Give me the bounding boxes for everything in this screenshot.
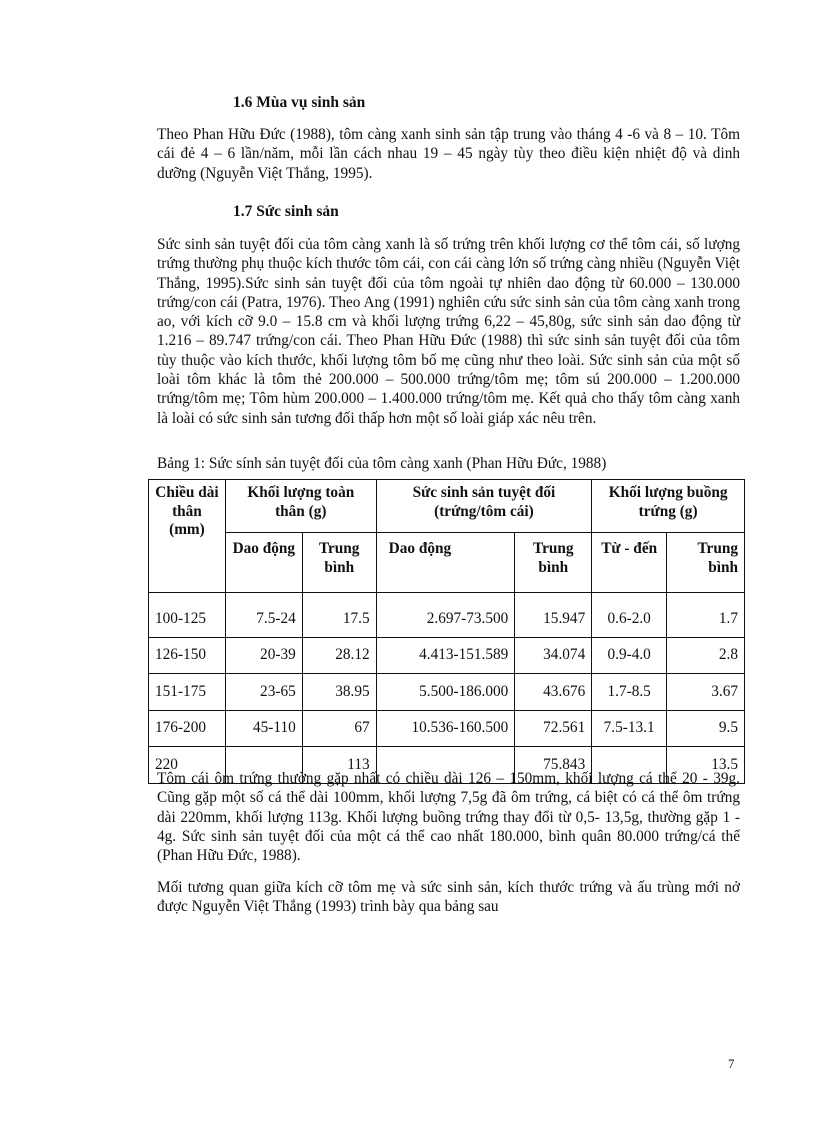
- table-header-row: [149, 480, 745, 533]
- subheader-ovary-mean: Trung bình: [667, 533, 745, 593]
- cell-ovary-mean: 2.8: [667, 637, 745, 674]
- cell-weight-range: 7.5-24: [225, 593, 302, 638]
- cell-fecundity-mean: 34.074: [515, 637, 592, 674]
- cell-fecundity-range: 4.413-151.589: [376, 637, 515, 674]
- cell-length: 176-200: [149, 710, 226, 747]
- cell-weight-mean: 28.12: [302, 637, 376, 674]
- subheader-weight-range: Dao động: [225, 533, 302, 593]
- cell-ovary-mean: 3.67: [667, 674, 745, 711]
- fecundity-table: [148, 479, 745, 784]
- subheader-ovary-from-to: Từ - đến: [592, 533, 667, 593]
- table-row: [149, 674, 745, 711]
- cell-ovary-mean: 9.5: [667, 710, 745, 747]
- cell-fecundity-range: 10.536-160.500: [376, 710, 515, 747]
- cell-length: 100-125: [149, 593, 226, 638]
- section-heading-1-7: 1.7 Sức sinh sản: [233, 203, 339, 220]
- section-heading-1-6: 1.6 Mùa vụ sinh sản: [233, 94, 366, 111]
- table-caption: Bảng 1: Sức sính sản tuyệt đối của tôm càng xanh (Phan Hữu Đức, 1988): [157, 455, 607, 472]
- cell-fecundity-mean: 15.947: [515, 593, 592, 638]
- header-body-weight: Khối lượng toàn thân (g): [225, 480, 376, 533]
- paragraph-breeding-season: Theo Phan Hữu Đức (1988), tôm càng xanh sinh sản tập trung vào tháng 4 -6 và 8 – 10. Tôm cái đẻ 4 – 6 lần/năm, mỗi lần cách nhau 19 – 45 ngày tùy theo điều kiện nhiệt độ và dinh dưỡng (Nguyễn Việt Thắng, 1995).: [157, 126, 740, 182]
- subheader-fecundity-mean: Trung bình: [515, 533, 592, 593]
- cell-fecundity-range: 2.697-73.500: [376, 593, 515, 638]
- table-row: [149, 637, 745, 674]
- cell-weight-range: 23-65: [225, 674, 302, 711]
- cell-ovary-range: 0.9-4.0: [592, 637, 667, 674]
- cell-length: 151-175: [149, 674, 226, 711]
- cell-weight-mean: 67: [302, 710, 376, 747]
- cell-weight-range: 20-39: [225, 637, 302, 674]
- subheader-fecundity-range: Dao động: [376, 533, 515, 593]
- cell-length: 220: [149, 747, 226, 784]
- paragraph-after-table: Tôm cái ôm trứng thường gặp nhất có chiều dài 126 – 150mm, khối lượng cá thể 20 - 39g. Cũng gặp một số cá thể dài 100mm, khối lượng 7,5g đã ôm trứng, cá biệt có cá thể ôm trứng dài 220mm, khối lượng 113g. Khối lượng buồng trứng thay đổi từ 0,5- 13,5g, thường gặp 1 - 4g. Sức sinh sản tuyệt đối của một cá thể cao nhất 180.000, bình quân 80.000 trứng/cá thể (Phan Hữu Đức, 1988).: [157, 770, 740, 865]
- cell-fecundity-mean: 72.561: [515, 710, 592, 747]
- cell-ovary-range: 1.7-8.5: [592, 674, 667, 711]
- cell-ovary-range: 7.5-13.1: [592, 710, 667, 747]
- cell-fecundity-range: 5.500-186.000: [376, 674, 515, 711]
- cell-ovary-mean: 1.7: [667, 593, 745, 638]
- subheader-weight-mean: Trung bình: [302, 533, 376, 593]
- table-subheader-row: [149, 533, 745, 593]
- cell-ovary-range: 0.6-2.0: [592, 593, 667, 638]
- page-number: 7: [728, 1056, 735, 1071]
- header-body-length: Chiều dài thân (mm): [149, 480, 226, 593]
- cell-fecundity-mean: 43.676: [515, 674, 592, 711]
- table-row: [149, 593, 745, 638]
- header-ovary-weight: Khối lượng buồng trứng (g): [592, 480, 745, 533]
- cell-weight-mean: 17.5: [302, 593, 376, 638]
- table-row: [149, 710, 745, 747]
- cell-length: 126-150: [149, 637, 226, 674]
- cell-fecundity-mean: 75.843: [515, 747, 592, 784]
- header-fecundity: Sức sinh sản tuyệt đối (trứng/tôm cái): [376, 480, 592, 533]
- cell-ovary-mean: 13.5: [667, 747, 745, 784]
- cell-weight-mean: 38.95: [302, 674, 376, 711]
- cell-weight-mean: 113: [302, 747, 376, 784]
- paragraph-closing: Mối tương quan giữa kích cỡ tôm mẹ và sức sinh sản, kích thước trứng và ấu trùng mới nở được Nguyễn Việt Thắng (1993) trình bày qua bảng sau: [157, 879, 740, 916]
- cell-weight-range: 45-110: [225, 710, 302, 747]
- paragraph-fecundity: Sức sinh sản tuyệt đối của tôm càng xanh là số trứng trên khối lượng cơ thể tôm cái, số lượng trứng thường phụ thuộc kích thước tôm cái, con cái càng lớn số trứng càng nhiều (Nguyễn Việt Thắng, 1995).Sức sinh sản tuyệt đối của tôm ngoài tự nhiên dao động từ 60.000 – 130.000 trứng/con cái (Patra, 1976). Theo Ang (1991) nghiên cứu sức sinh sản của tôm càng xanh trong ao, với kích cỡ 9.0 – 15.8 cm và khối lượng trứng 6,22 – 45,80g, sức sinh sản dao động từ 1.216 – 89.747 trứng/con cái. Theo Phan Hữu Đức (1988) thì sức sinh sản tuyệt đối của tôm tùy thuộc vào kích thước, khối lượng tôm bố mẹ cũng như theo loài. Sức sinh sản của một số loài tôm khác là tôm thẻ 200.000 – 500.000 trứng/tôm mẹ; tôm sú 200.000 – 1.200.000 trứng/tôm mẹ; Tôm hùm 200.000 – 1.400.000 trứng/tôm mẹ. Kết quả cho thấy tôm càng xanh là loài có sức sinh sản tương đối thấp hơn một số loài giáp xác nêu trên.: [157, 236, 740, 427]
